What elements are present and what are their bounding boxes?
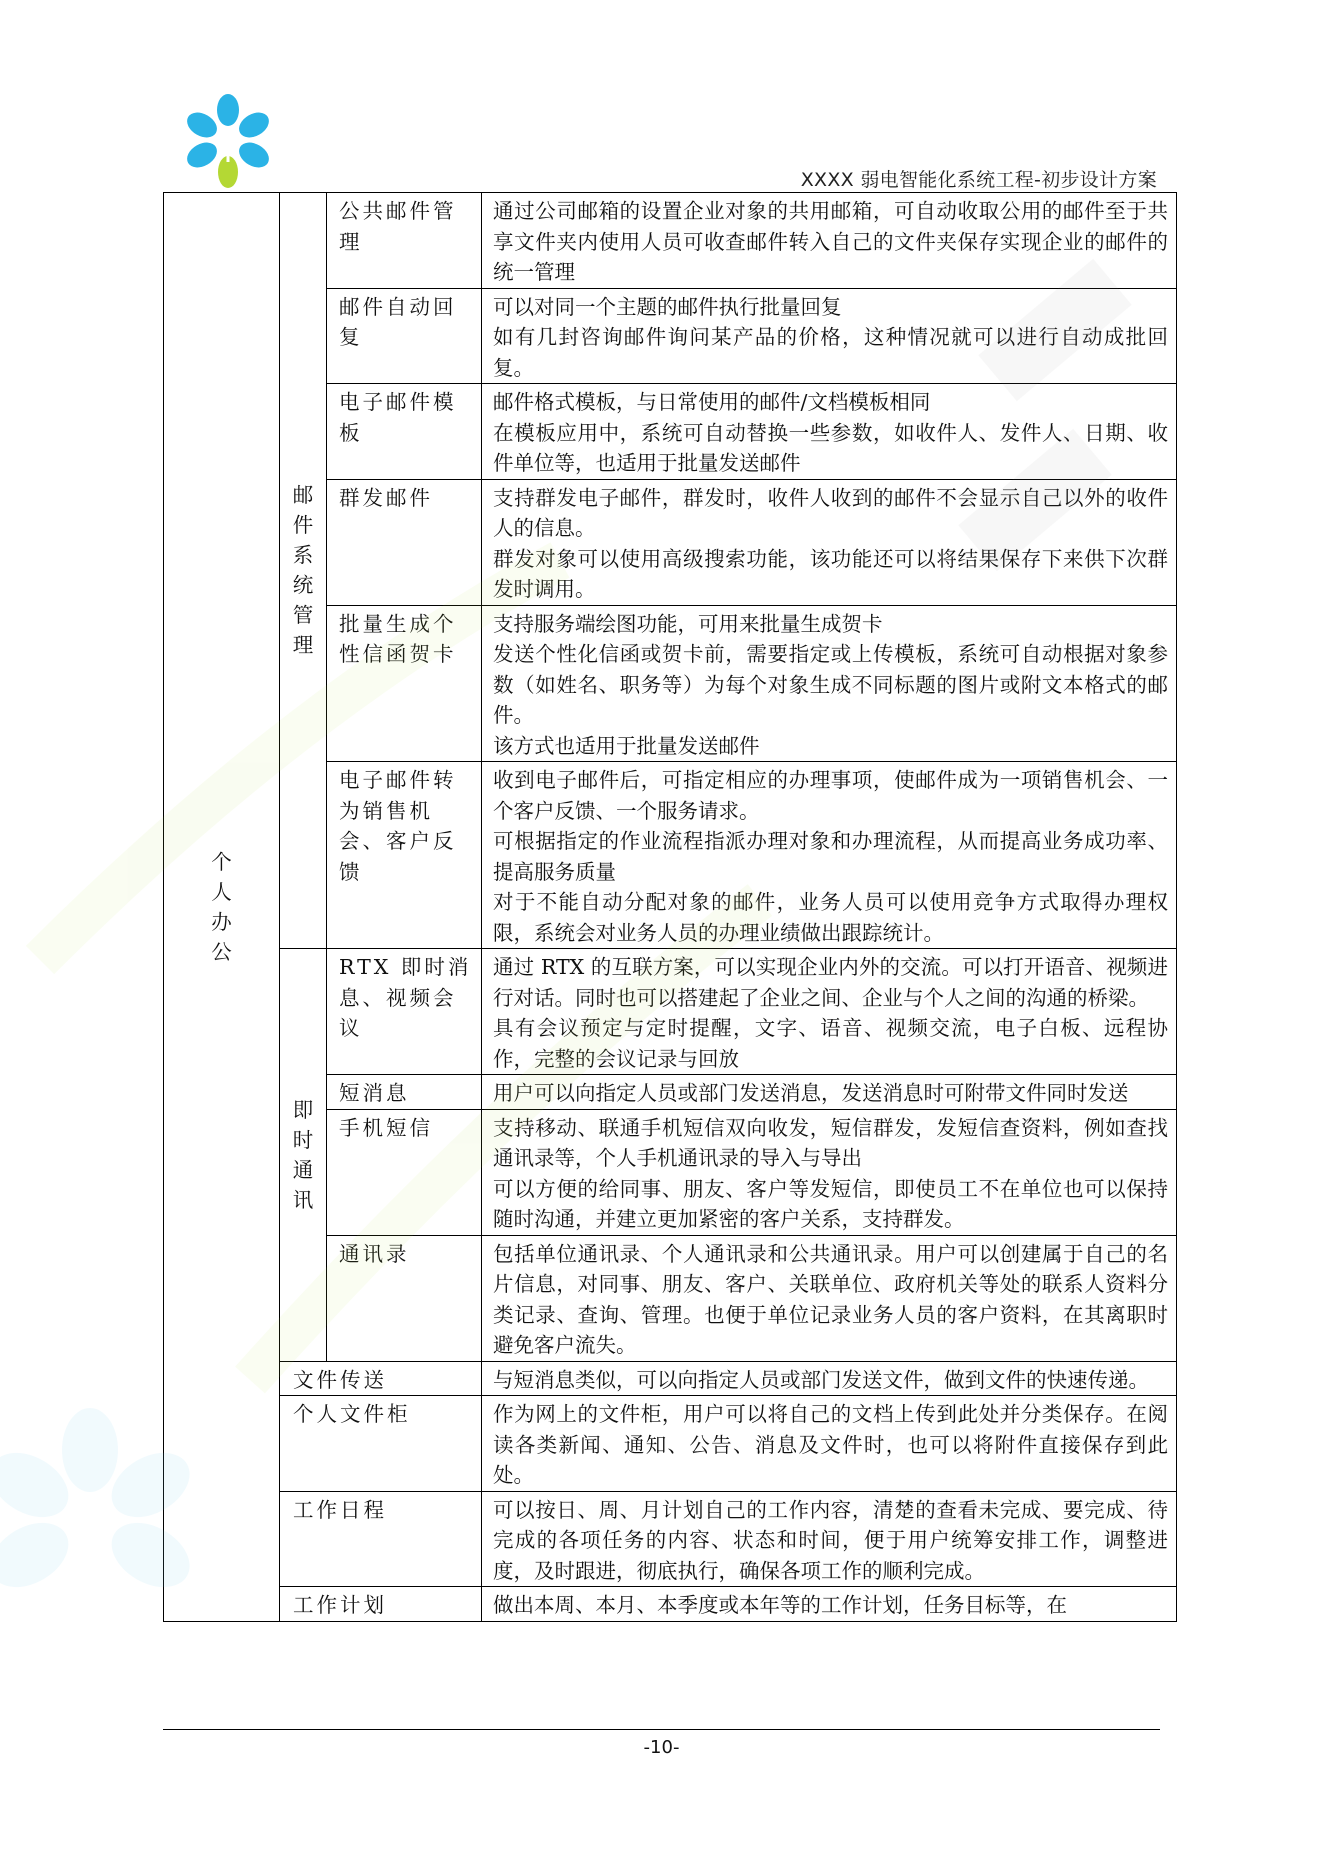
feature-name: 群发邮件 xyxy=(327,479,482,605)
desc-line: 可以按日、周、月计划自己的工作内容，清楚的查看未完成、要完成、待完成的各项任务的内容、状态和时间，便于用户统筹安排工作，调整进度，及时跟进，彻底执行，确保各项工作的顺利完成。 xyxy=(493,1497,1168,1583)
desc-line: 该方式也适用于批量发送邮件 xyxy=(493,733,760,758)
feature-name: 邮件自动回复 xyxy=(327,288,482,384)
feature-name: 文件传送 xyxy=(280,1361,482,1396)
table-row xyxy=(164,1587,1177,1622)
feature-desc xyxy=(482,288,1177,384)
feature-desc xyxy=(482,1109,1177,1235)
feature-name: 通讯录 xyxy=(327,1235,482,1361)
group-label: 邮件系统管理 xyxy=(292,483,314,658)
feature-name: 工作计划 xyxy=(280,1587,482,1622)
desc-line: 与短消息类似，可以向指定人员或部门发送文件，做到文件的快速传递。 xyxy=(493,1367,1149,1392)
group-cell xyxy=(280,193,327,949)
desc-line: 通过公司邮箱的设置企业对象的共用邮箱，可自动收取公用的邮件至于共享文件夹内使用人员可收查邮件转入自己的文件夹保存实现企业的邮件的统一管理 xyxy=(493,199,1168,284)
feature-desc xyxy=(482,1396,1177,1492)
desc-line: 可以方便的给同事、朋友、客户等发短信，即使员工不在单位也可以保持随时沟通，并建立更加紧密的客户关系，支持群发。 xyxy=(493,1176,1168,1231)
desc-line: 支持移动、联通手机短信双向收发，短信群发，发短信查资料，例如查找通讯录等，个人手机通讯录的导入与导出 xyxy=(493,1115,1168,1170)
desc-line: 具有会议预定与定时提醒，文字、语音、视频交流，电子白板、远程协作，完整的会议记录与回放 xyxy=(493,1016,1168,1071)
feature-name: 手机短信 xyxy=(327,1109,482,1235)
top-category-label: 个人办公 xyxy=(211,849,232,964)
feature-desc xyxy=(482,949,1177,1075)
feature-desc xyxy=(482,1361,1177,1396)
feature-name: 电子邮件模板 xyxy=(327,384,482,480)
feature-name: 批量生成个性信函贺卡 xyxy=(327,605,482,762)
feature-name: 电子邮件转为销售机会、客户反馈 xyxy=(327,762,482,949)
feature-table xyxy=(163,192,1177,1622)
desc-line: 如有几封咨询邮件询问某产品的价格，这种情况就可以进行自动成批回复。 xyxy=(493,325,1168,380)
feature-desc xyxy=(482,762,1177,949)
desc-line: 包括单位通讯录、个人通讯录和公共通讯录。用户可以创建属于自己的名片信息，对同事、朋友、客户、关联单位、政府机关等处的联系人资料分类记录、查询、管理。也便于单位记录业务人员的客户资料，在其离职时避免客户流失。 xyxy=(493,1241,1168,1357)
desc-line: 用户可以向指定人员或部门发送消息，发送消息时可附带文件同时发送 xyxy=(493,1081,1129,1105)
feature-desc xyxy=(482,1491,1177,1587)
feature-desc xyxy=(482,479,1177,605)
feature-desc xyxy=(482,1075,1177,1110)
desc-line: 做出本周、本月、本季度或本年等的工作计划，任务目标等，在 xyxy=(493,1593,1067,1617)
footer-divider xyxy=(163,1729,1160,1730)
table-row xyxy=(164,1396,1177,1492)
feature-name: 个人文件柜 xyxy=(280,1396,482,1492)
feature-desc xyxy=(482,605,1177,762)
table-row xyxy=(164,1491,1177,1587)
desc-line: 作为网上的文件柜，用户可以将自己的文档上传到此处并分类保存。在阅读各类新闻、通知、公告、消息及文件时，也可以将附件直接保存到此处。 xyxy=(493,1402,1168,1487)
feature-name: 短消息 xyxy=(327,1075,482,1110)
desc-line: 群发对象可以使用高级搜索功能，该功能还可以将结果保存下来供下次群发时调用。 xyxy=(493,546,1168,601)
feature-name: 公共邮件管理 xyxy=(327,193,482,289)
desc-line: 收到电子邮件后，可指定相应的办理事项，使邮件成为一项销售机会、一个客户反馈、一个服务请求。 xyxy=(493,768,1168,823)
desc-line: 邮件格式模板，与日常使用的邮件/文档模板相同 xyxy=(493,390,931,414)
desc-line: 对于不能自动分配对象的邮件，业务人员可以使用竞争方式取得办理权限，系统会对业务人员的办理业绩做出跟踪统计。 xyxy=(493,890,1168,945)
company-logo xyxy=(178,90,278,190)
feature-desc xyxy=(482,1587,1177,1622)
desc-line: 在模板应用中，系统可自动替换一些参数，如收件人、发件人、日期、收件单位等，也适用于批量发送邮件 xyxy=(493,420,1168,475)
feature-name: 工作日程 xyxy=(280,1491,482,1587)
top-category-cell xyxy=(164,193,280,1622)
table-row xyxy=(164,193,1177,289)
feature-desc xyxy=(482,1235,1177,1361)
table-row xyxy=(164,949,1177,1075)
desc-line: 通过 RTX 的互联方案，可以实现企业内外的交流。可以打开语音、视频进行对话。同时也可以搭建起了企业之间、企业与个人之间的沟通的桥梁。 xyxy=(493,955,1168,1010)
feature-desc xyxy=(482,384,1177,480)
desc-line: 可以对同一个主题的邮件执行批量回复 xyxy=(493,294,842,319)
table-row xyxy=(164,1361,1177,1396)
desc-line: 可根据指定的作业流程指派办理对象和办理流程，从而提高业务成功率、提高服务质量 xyxy=(493,829,1168,884)
desc-line: 支持服务端绘图功能，可用来批量生成贺卡 xyxy=(493,611,883,636)
desc-line: 支持群发电子邮件，群发时，收件人收到的邮件不会显示自己以外的收件人的信息。 xyxy=(493,485,1168,540)
header-title: XXXX 弱电智能化系统工程-初步设计方案 xyxy=(800,169,1157,191)
page-number: -10- xyxy=(643,1737,680,1758)
group-cell xyxy=(280,949,327,1362)
feature-desc xyxy=(482,193,1177,289)
feature-name: RTX 即时消息、视频会议 xyxy=(327,949,482,1075)
desc-line: 发送个性化信函或贺卡前，需要指定或上传模板，系统可自动根据对象参数（如姓名、职务等）为每个对象生成不同标题的图片或附文本格式的邮件。 xyxy=(493,642,1168,727)
group-label: 即时通讯 xyxy=(292,1097,314,1212)
